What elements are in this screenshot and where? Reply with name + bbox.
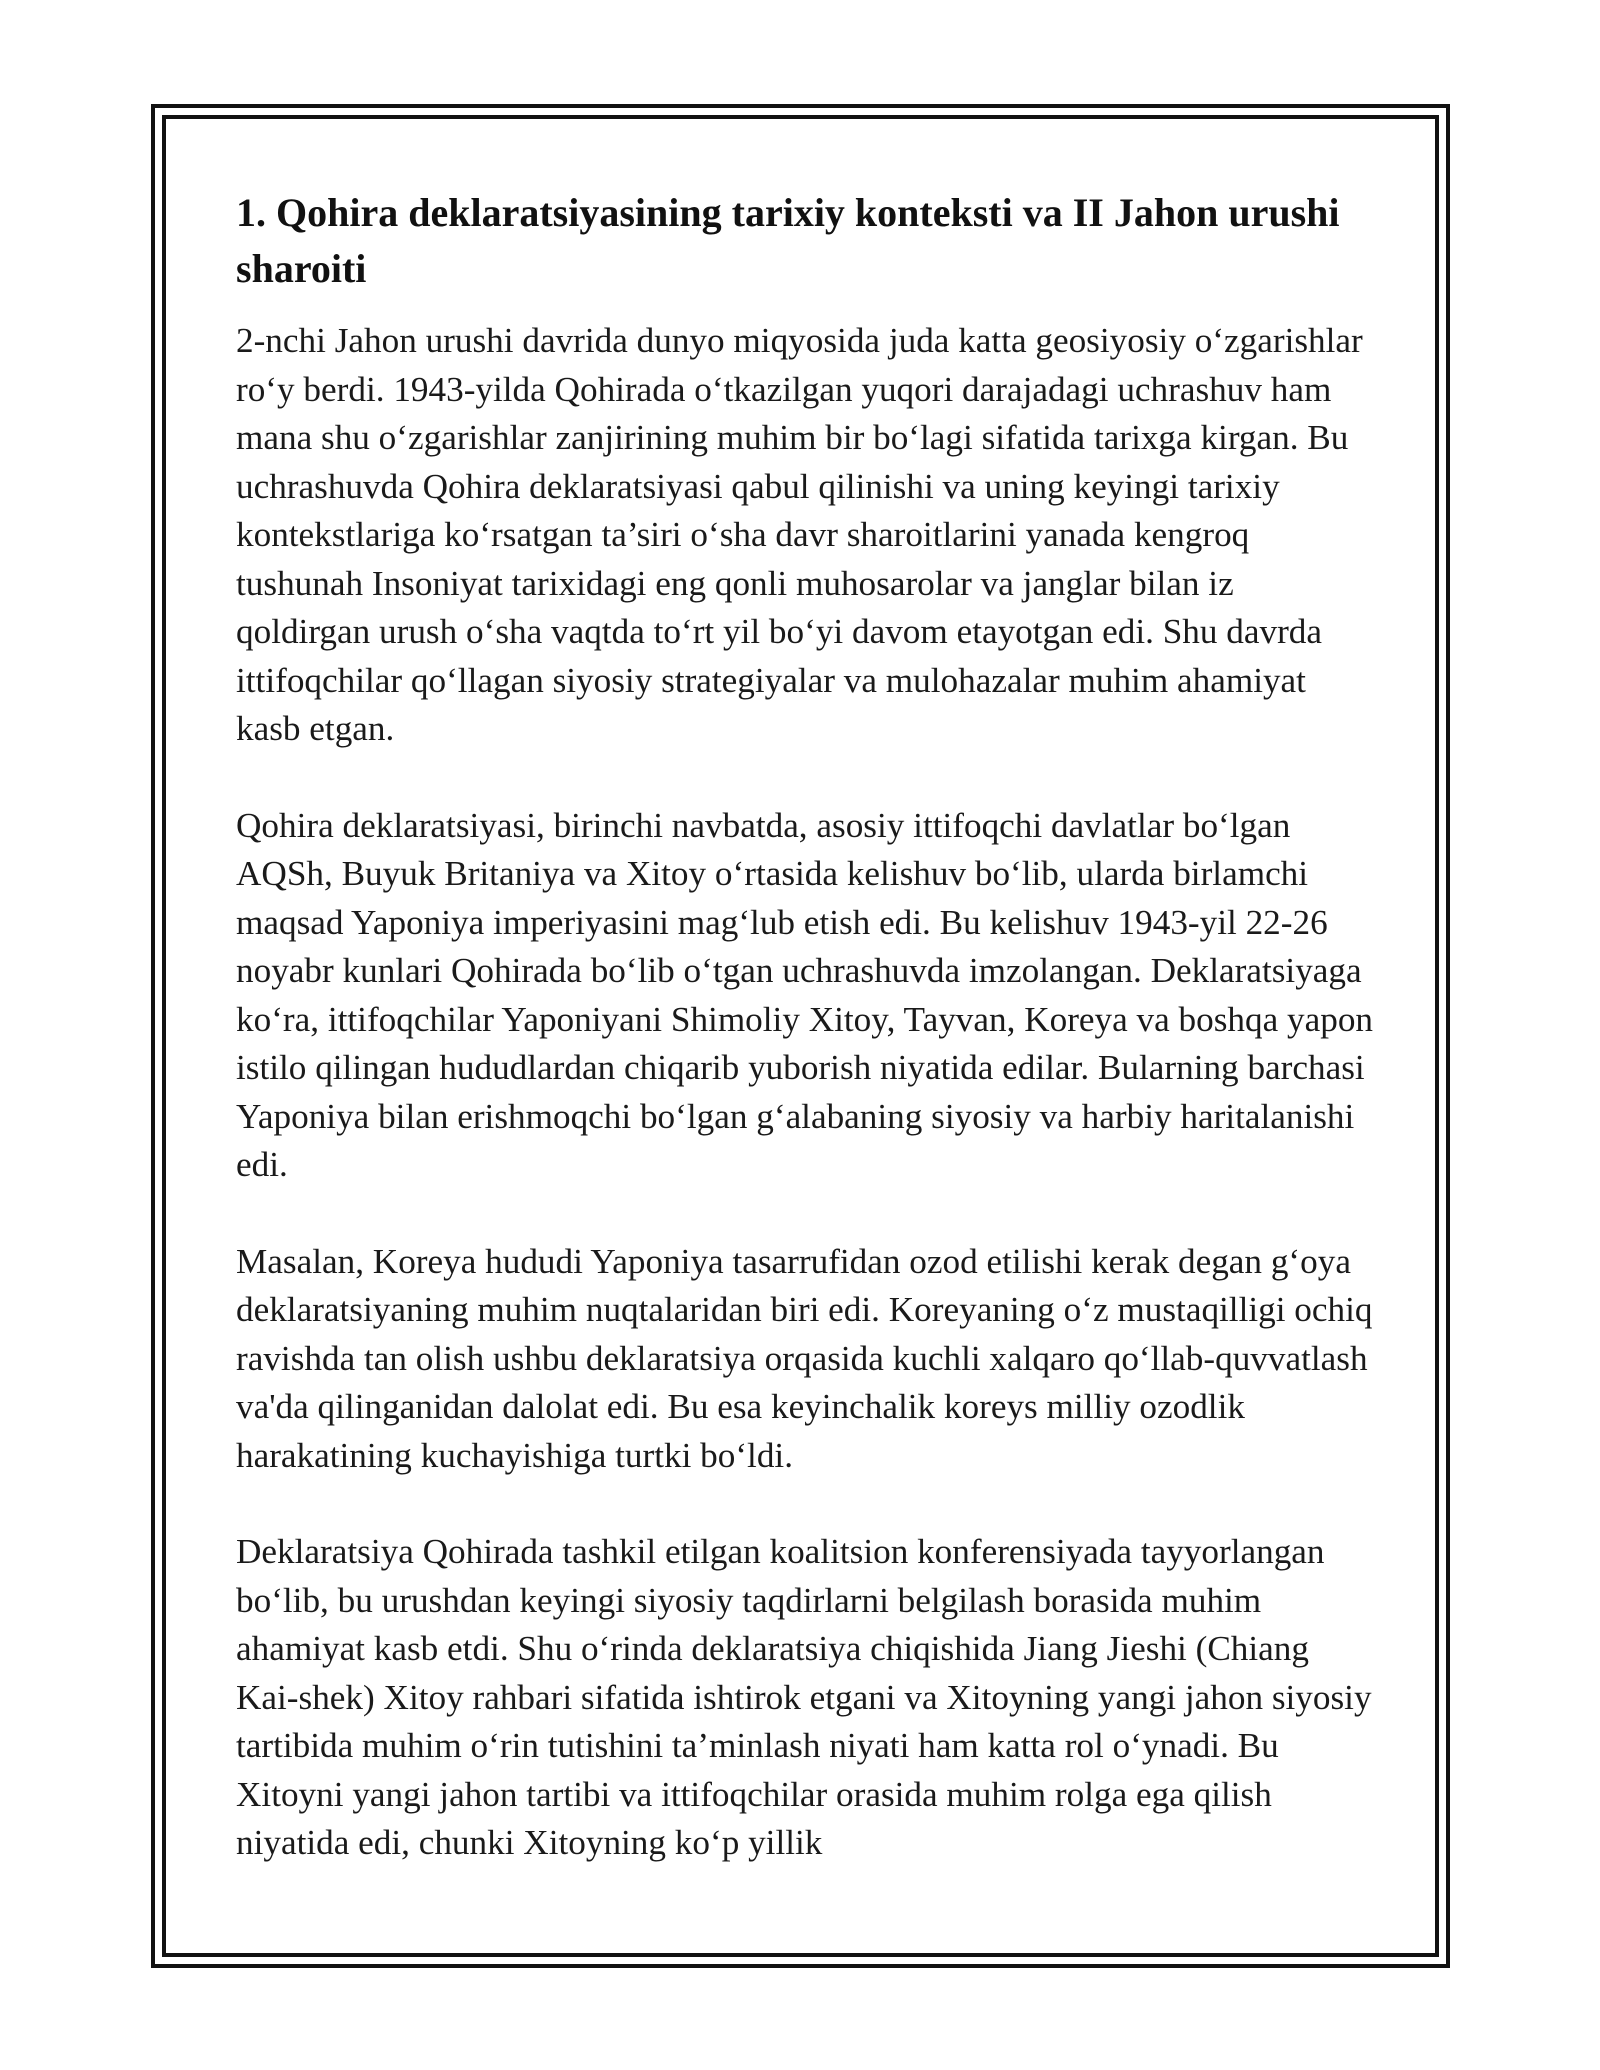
document-body <box>236 185 1376 1916</box>
paragraph-1: 2-nchi Jahon urushi davrida dunyo miqyosida juda katta geosiyosiy o‘zgarishlar ro‘y berdi. 1943-yilda Qohirada o‘tkazilgan yuqori darajadagi uchrashuv ham mana shu o‘zgarishlar zanjirining muhim bir bo‘lagi sifatida tarixga kirgan. Bu uchrashuvda Qohira deklaratsiyasi qabul qilinishi va uning keyingi tarixiy kontekstlariga ko‘rsatgan ta’siri o‘sha davr sharoitlarini yanada kengroq tushunah Insoniyat tarixidagi eng qonli muhosarolar va janglar bilan iz qoldirgan urush o‘sha vaqtda to‘rt yil bo‘yi davom etayotgan edi. Shu davrda ittifoqchilar qo‘llagan siyosiy strategiyalar va mulohazalar muhim ahamiyat kasb etgan. <box>236 321 1363 748</box>
paragraph-4: Deklaratsiya Qohirada tashkil etilgan koalitsion konferensiyada tayyorlangan bo‘lib, bu urushdan keyingi siyosiy taqdirlarni belgilash borasida muhim ahamiyat kasb etdi. Shu o‘rinda deklaratsiya chiqishida Jiang Jieshi (Chiang Kai-shek) Xitoy rahbari sifatida ishtirok etgani va Xitoyning yangi jahon siyosiy tartibida muhim o‘rin tutishini ta’minlash niyati ham katta rol o‘ynadi. Bu Xitoyni yangi jahon tartibi va ittifoqchilar orasida muhim rolga ega qilish niyatida edi, chunki Xitoyning ko‘p yillik <box>236 1532 1372 1862</box>
paragraph-2: Qohira deklaratsiyasi, birinchi navbatda, asosiy ittifoqchi davlatlar bo‘lgan AQSh, Buyuk Britaniya va Xitoy o‘rtasida kelishuv bo‘lib, ularda birlamchi maqsad Yaponiya imperiyasini mag‘lub etish edi. Bu kelishuv 1943-yil 22-26 noyabr kunlari Qohirada bo‘lib o‘tgan uchrashuvda imzolangan. Deklaratsiyaga ko‘ra, ittifoqchilar Yaponiyani Shimoliy Xitoy, Tayvan, Koreya va boshqa yapon istilo qilingan hududlardan chiqarib yuborish niyatida edilar. Bularning barchasi Yaponiya bilan erishmoqchi bo‘lgan g‘alabaning siyosiy va harbiy haritalanishi edi. <box>236 805 1374 1184</box>
section-heading: 1. Qohira deklaratsiyasining tarixiy konteksti va II Jahon urushi sharoiti <box>236 190 1340 291</box>
paragraph-3: Masalan, Koreya hududi Yaponiya tasarrufidan ozod etilishi kerak degan g‘oya deklaratsiyaning muhim nuqtalaridan biri edi. Koreyaning o‘z mustaqilligi ochiq ravishda tan olish ushbu deklaratsiya orqasida kuchli xalqaro qo‘llab-quvvatlash va'da qilinganidan dalolat edi. Bu esa keyinchalik koreys milliy ozodlik harakatining kuchayishiga turtki bo‘ldi. <box>236 1241 1373 1475</box>
